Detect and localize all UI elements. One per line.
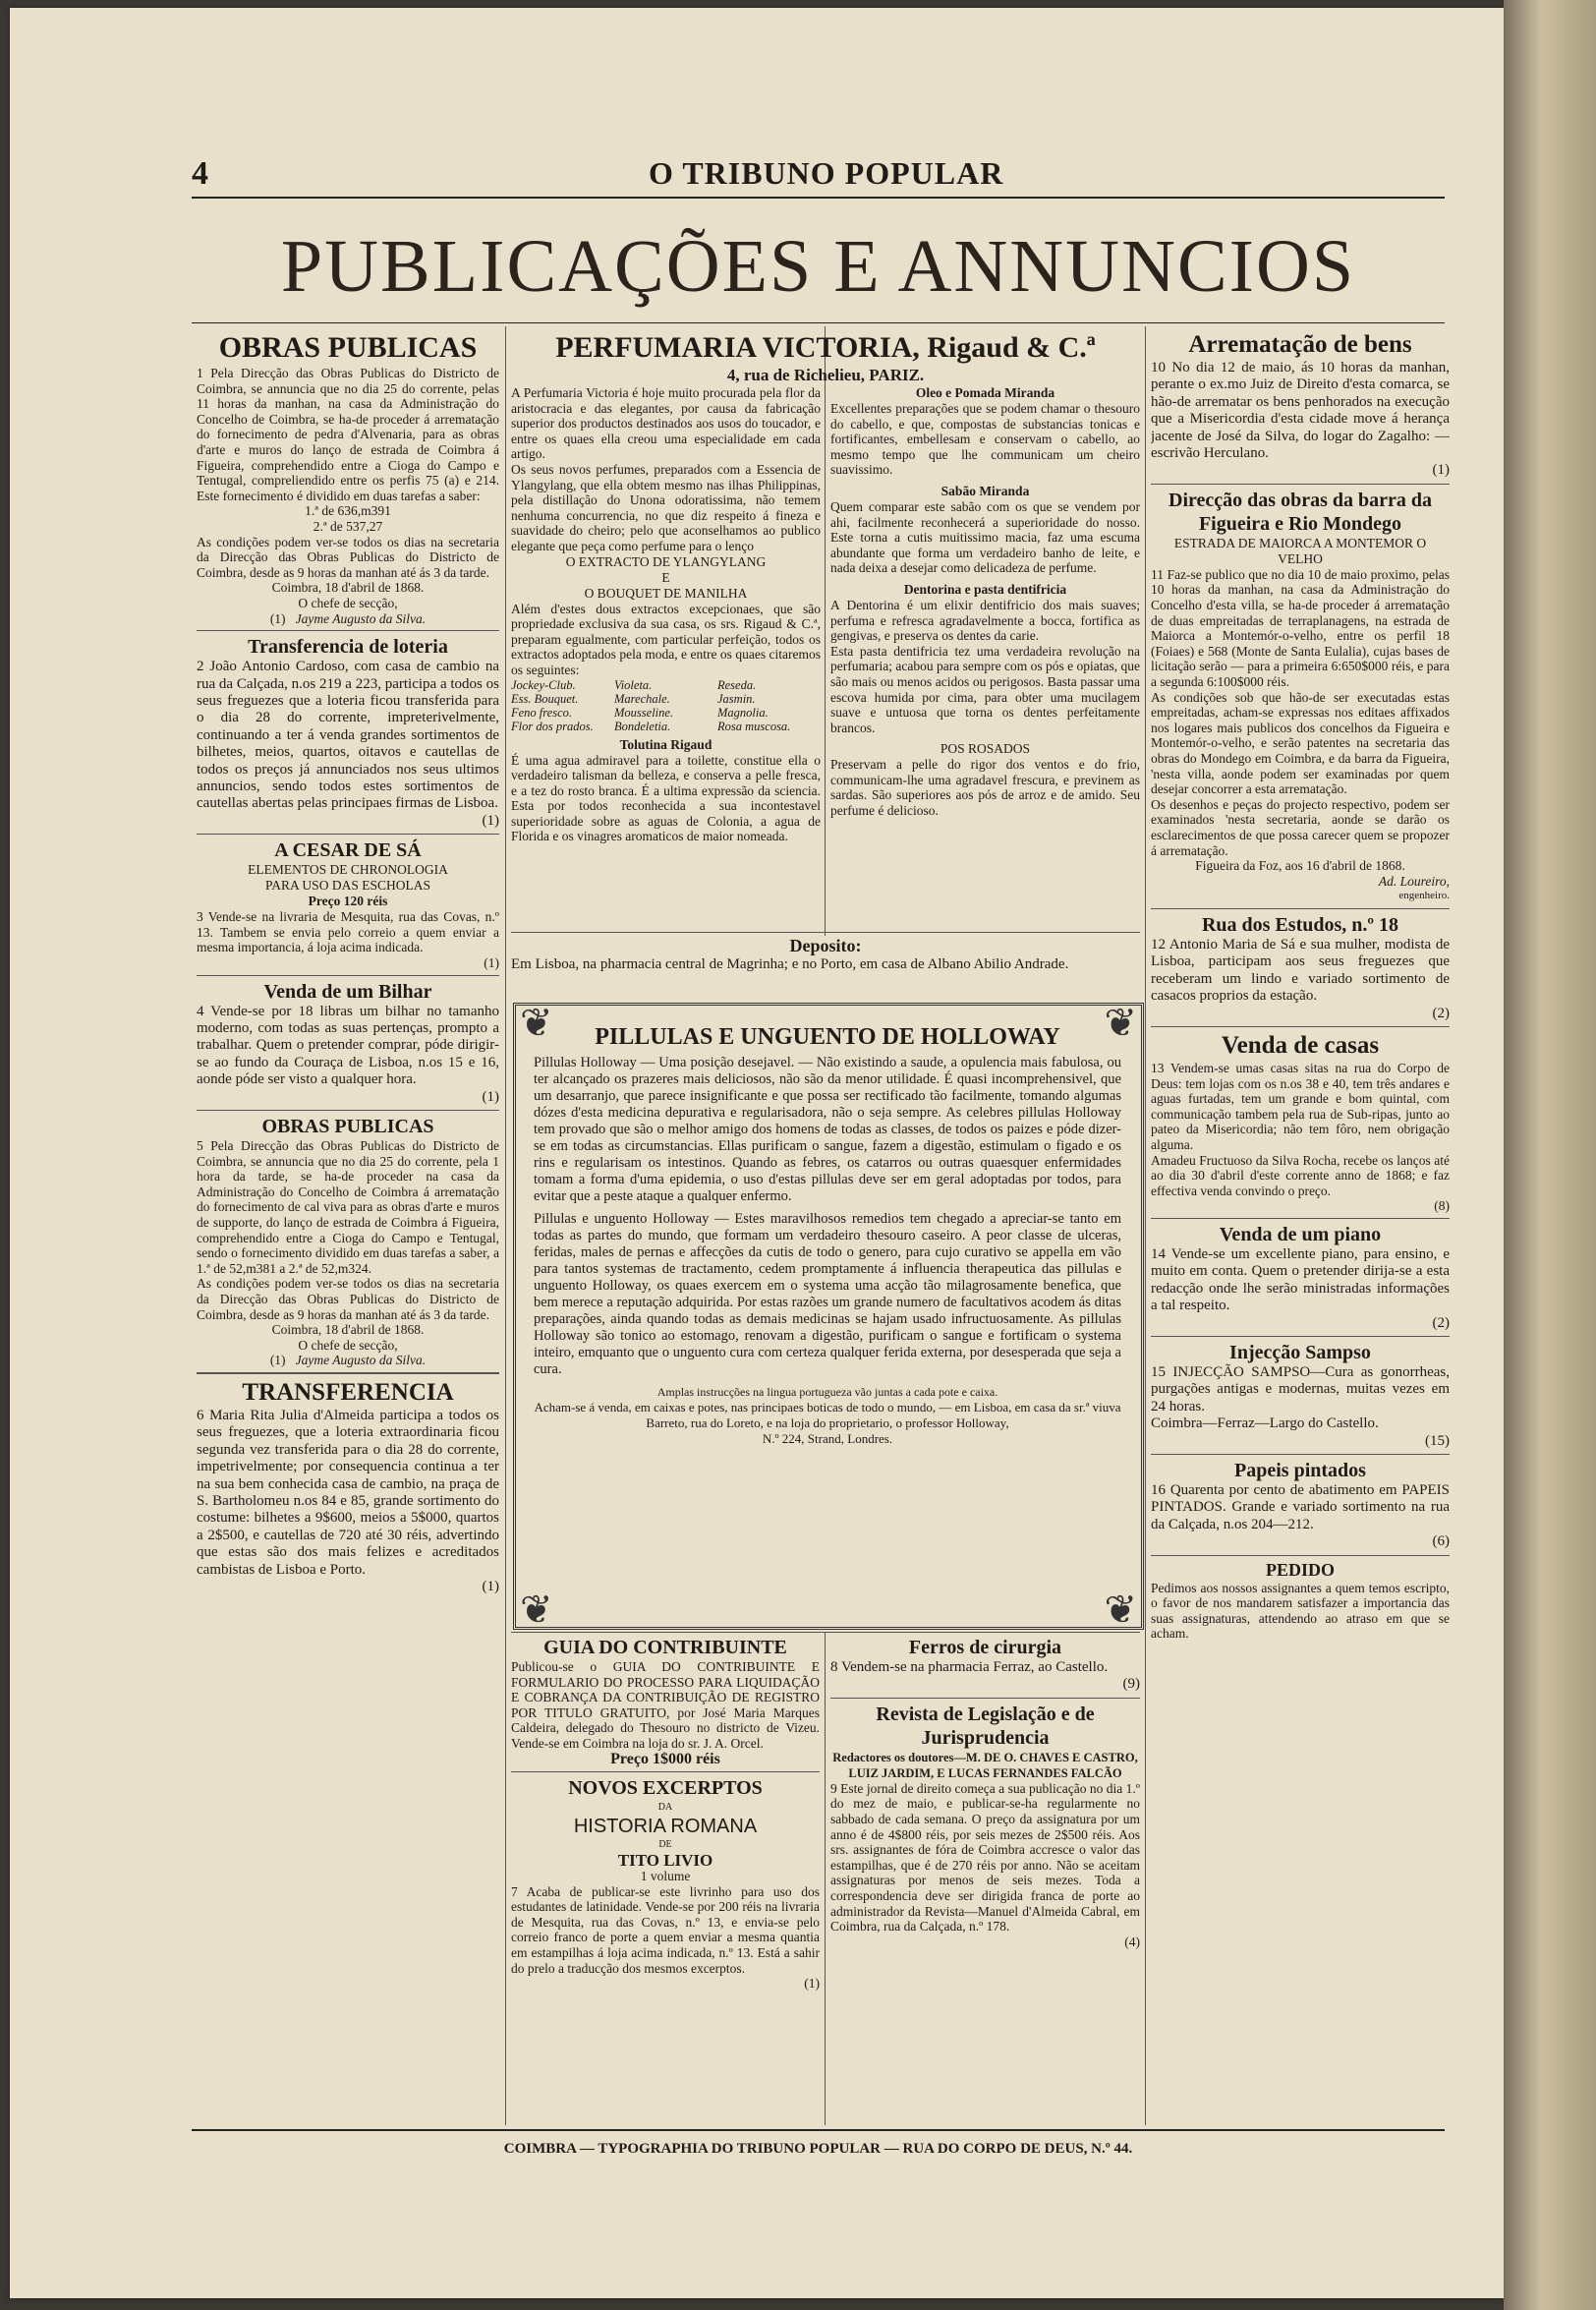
ad-title: Transferencia de loteria [248,636,448,659]
ad-date: Figueira da Foz, aos 16 d'abril de 1868. [1195,858,1405,874]
ad-subtitle: HISTORIA ROMANA [573,1815,758,1837]
column-rule [505,326,506,2125]
divider [197,834,499,835]
ad-text: Os desenhos e peças do projecto respectivo, podem ser examinados 'nesta secretaria, aonde se darão os esclarecimentos de que possa carecer quem se propozer á arrematação. [1151,796,1450,858]
ad-subheading: Sabão Miranda [940,483,1030,498]
ad-text: Além d'estes dous extractos excepcionaes, que são propriedade exclusiva da sua casa, os srs. Rigaud & C.ª, preparam egualmente, com particular perfeição, todos os extractos adoptados pela moda, e entre os quaes citaremos os seguintes: [511,601,821,677]
ad-text: Quem comparar este sabão com os que se vendem por ahi, facilmente reconhecerá a superioridade do nosso. Este torna a cutis muitissimo macia, faz uma escuma abundante que forma um verdadeiro banho de leite, e nada deixa a desejar como delicadeza de perfume. [830,498,1140,576]
holloway-ad-frame [513,1003,1144,1630]
scent-item: Jockey-Club. [511,677,576,692]
ad-subtitle: ESTRADA DE MAIORCA A MONTEMOR O VELHO [1173,535,1427,566]
ad-text: Pillulas e unguento Holloway — Estes maravilhosos remedios tem chegado a apreciar-se tanto em todas as partes do mundo, que formam um verdadeiro thesouro caseiro. A peor classe de ulceras, feridas, males de pernas e affecções da cutis de todo o genero, para cujo curativo se appella em vão para tantos systemas de tractamento, cedem promptamente á influencia therapeutica das pillulas e unguento Holloway, os quaes exercem em o systema uma acção tão milagrosamente benefica, que bem merece a reputação adquirida. Por estas razões um grande numero de facultativos acodem ás ditas preparações, ainda quando todas as demais medicinas se hajam usado infructuosamente. As pillulas Holloway são tonico ao estomago, renovam a digestão, purificam o sangue e fortificam o systema inteiro, emquanto que o unguento cura com certeza qualquer ferida externa, por desesperada que seja a cura. [534,1211,1121,1377]
ad-number: (1) [484,954,499,970]
ad-title: A CESAR DE SÁ [274,839,422,862]
ad-text: 2 João Antonio Cardoso, com casa de cambio na rua da Calçada, n.os 219 a 223, participa a todos os seus freguezes que a loteria ficou transferida para o dia 28 do corrente, impreterivelmente, continuando a ter á venda grandes sortimentos de bilhetes, meios, quartos, oitavos e cautellas de todos os preços já annunciados nos seus ultimos annuncios, sendo todos estes sortimentos de cautellas abertas pelas principaes firmas de Lisboa. [197,659,499,812]
ad-title: TRANSFERENCIA [242,1378,454,1406]
divider [197,1372,499,1374]
ad-title: Arrematação de bens [1188,331,1412,358]
divider [511,932,1140,933]
ad-number: (4) [1124,1934,1140,1949]
ad-text: 15 INJECÇÃO SAMPSO—Cura as gonorrheas, purgações antigas e modernas, muitas vezes em 24 horas. [1151,1363,1450,1415]
ad-text: 7 Acaba de publicar-se este livrinho para uso dos estudantes de latinidade. Vende-se por 200 réis na livraria de Mesquita, rua das Covas, n.º 13, e envia-se pelo correio franco de porte a quem enviar a mesma quantia em estampilhas á loja acima indicada, n.º 13. Está a sahir do prelo a traducção dos mesmos excerptos. [511,1883,820,1976]
ad-role: engenheiro. [1398,890,1450,902]
column-rule [825,1632,826,2125]
column-1 [197,330,499,2129]
ad-title: Papeis pintados [1234,1459,1366,1481]
ad-signature-line [197,611,499,627]
perfumaria-right [830,385,1140,844]
ad-title: Venda de um piano [1219,1223,1382,1245]
ad-number: (2) [1432,1005,1450,1021]
ad-title: PILLULAS E UNGUENTO DE HOLLOWAY [595,1025,1060,1050]
ad-text: As condições podem ver-se todos os dias na secretaria da Direcção das Obras Publicas do Districto de Coimbra, desde as 9 horas da manhan até ás 3 da tarde. [197,1276,499,1322]
divider [511,1771,820,1772]
ad-signature: Jayme Augusto da Silva. [295,1353,427,1368]
ad-title: GUIA DO CONTRIBUINTE [543,1637,787,1658]
ad-caption: E [661,569,670,585]
ornament-icon: ❦ [1104,1001,1137,1045]
footer-rule [192,2129,1445,2131]
scent-item: Feno fresco. [511,705,573,720]
ad-text: 13 Vendem-se umas casas sitas na rua do Corpo de Deus: tem lojas com os n.os 38 e 40, tem três andares e aguas furtadas, tem um grande e bom quintal, com communicação tambem pela rua de Sub-ripas, junto ao pateo da Misericordia; não tem fôro, nem obrigação alguma. [1151,1060,1450,1152]
ad-title: Rua dos Estudos, n.º 18 [1201,913,1398,936]
ad-title: NOVOS EXCERPTOS [568,1776,763,1799]
ad-title: PEDIDO [1265,1559,1335,1580]
scent-item: Ess. Bouquet. [511,691,579,706]
ad-price: Preço 120 réis [308,894,388,909]
ad-number: (1) [482,1578,499,1594]
ad-caption: Acham-se á venda, em caixas e potes, nas principaes boticas de todo o mundo, — em Lisboa, em casa da sr.ª viuva Barreto, rua do Loreto, e na loja do proprietario, o professor Holloway, [534,1400,1121,1430]
ad-title: Venda de um Bilhar [263,980,432,1003]
ad-text: Coimbra—Ferraz—Largo do Castello. [1151,1415,1379,1432]
divider [1151,1218,1450,1219]
divider [1151,1026,1450,1027]
ad-author: TITO LIVIO [617,1850,713,1870]
ad-caption: N.º 224, Strand, Londres. [762,1431,893,1446]
divider [1151,1336,1450,1337]
column-4 [1151,330,1450,2129]
ad-text: 4 Vende-se por 18 libras um bilhar no tamanho moderno, com todas as suas pertenças, prompto a trabalhar. Quem o pretender comprar, póde dirigir-se ao fundo da Couraça de Lisboa, n.os 15 e 16, aonde póde ser visto a qualquer hora. [197,1003,499,1088]
scent-list [511,678,821,733]
ad-text: 10 No dia 12 de maio, ás 10 horas da manhan, perante o ex.mo Juiz de Direito d'esta comarca, se hão-de arrematar os bens penhorados na execução que a Misericordia d'esta cidade move á herança jacente de José da Silva, do logar do Zagalho: — escrivão Herculano. [1151,360,1450,462]
ornament-icon: ❦ [520,1588,553,1632]
ad-text: A Dentorina é um elixir dentifricio dos mais suaves; perfuma e refresca agradavelmente a bocca, fortifica as gengivas, e preserva os dentes da carie. [830,597,1140,644]
scent-item: Magnolia. [717,705,769,720]
ad-caption: DE [658,1838,672,1850]
ad-role: O chefe de secção, [298,595,398,610]
scent-item: Mousseline. [614,705,674,720]
divider [197,630,499,631]
divider [830,1698,1140,1699]
ad-text: Amadeu Fructuoso da Silva Rocha, recebe os lanços até ao dia 30 d'abril d'este corrente anno de 1868; e faz effectiva venda convindo o preço. [1151,1152,1450,1198]
ad-subheading: Tolutina Rigaud [619,736,712,752]
ad-number: (2) [1432,1314,1450,1331]
ad-text: 2.ª de 537,27 [313,518,383,534]
ad-signature-line [197,1353,499,1368]
ad-subtitle: Redactores os doutores—M. DE O. CHAVES E CASTRO, LUIZ JARDIM, E LUCAS FERNANDES FALCÃO [832,1750,1138,1780]
ad-subheading: Oleo e Pomada Miranda [915,385,1055,400]
divider [511,1632,1140,1633]
ad-text: As condições podem ver-se todos os dias na secretaria da Direcção das Obras Publicas do Districto de Coimbra, desde as 9 horas da manhan até ás 3 da tarde. [197,534,499,580]
ad-number: (1) [1432,462,1450,479]
ad-title: Direcção das obras da barra da Figueira e Rio Mondego [1168,489,1432,535]
ad-text: 16 Quarenta por cento de abatimento em PAPEIS PINTADOS. Grande e variado sortimento na rua da Calçada, n.os 204—212. [1151,1481,1450,1532]
scent-item: Flor dos prados. [511,719,594,733]
masthead: O TRIBUNO POPULAR [649,155,1004,191]
ad-text: A Perfumaria Victoria é hoje muito procurada pela flor da aristocracia e das elegantes, por causa da fabricação superior dos productos destinados aos usos do toucador, e entre os quaes ella creou uma especialidade em cada artigo. [511,385,821,462]
column-3-lower [830,1636,1140,2137]
page-number: 4 [192,155,208,192]
title-rule [192,322,1445,323]
ad-text: 5 Pela Direcção das Obras Publicas do Districto de Coimbra, se annuncia que no dia 25 do corrente, pela 1 hora da tarde, se ha-de proceder na casa da Administração do Concelho de Coimbra á arrematação do fornecimento de cal viva para as obras d'arte e muros de supporte, do lanço de estrada de Coimbra á Figueira, comprehendido entre a Cioga do Campo e Tentugal, sendo o fornecimento dividido em duas tarefas a saber, a 1.ª de 52,m381 a 2.ª de 52,m324. [197,1137,499,1276]
ad-number: (9) [1122,1676,1140,1693]
divider [1151,484,1450,485]
ad-caption: O BOUQUET DE MANILHA [584,585,748,601]
ad-text: 1.ª de 636,m391 [305,503,391,519]
ad-text: 8 Vendem-se na pharmacia Ferraz, ao Castello. [830,1659,1109,1675]
section-title: PUBLICAÇÕES E ANNUNCIOS [280,225,1356,308]
ad-role: O chefe de secção, [298,1337,398,1353]
ad-subheading: Deposito: [789,936,862,955]
ad-text: 6 Maria Rita Julia d'Almeida participa a todos os seus freguezes, que a loteria extraordinaria ficou segunda vez transferida para o dia 28 do corrente, impetrivelmente; por consequencia continua a ter na sua bem conhecida casa de cambio, na praça de S. Bartholomeu n.os 84 e 85, grande sortimento do costume: bilhetes a 9$600, meios a 5$000, quartos a 2$500, e cautellas de 720 até 30 réis, advertindo que estas são dos mais felizes e acreditados cambistas de Lisboa e Porto. [197,1407,499,1578]
ad-subheading: Dentorina e pasta dentifricia [903,581,1067,597]
ad-caption: Amplas instrucções na lingua portugueza vão juntas a cada pote e caixa. [656,1385,998,1399]
ad-date: Coimbra, 18 d'abril de 1868. [271,580,425,596]
scent-item: Violeta. [614,677,653,692]
ad-signature: Ad. Loureiro, [1378,873,1450,889]
divider [197,1110,499,1111]
ad-price: Preço 1$000 réis [610,1750,720,1767]
column-rule [1145,326,1146,2125]
ad-text: 12 Antonio Maria de Sá e sua mulher, modista de Lisboa, participam aos seus freguezes que receberam um lindo e variado sortimento de casacos proprios da estação. [1151,936,1450,1005]
ad-signature: Jayme Augusto da Silva. [295,610,427,626]
perfumaria-ad [511,330,1140,932]
ad-text: 11 Faz-se publico que no dia 10 de maio proximo, pelas 10 horas da manhan, na casa da Administração do Concelho d'esta villa, se ha-de proceder á arrematação de duas empreitadas de terraplanagens, na estrada de Maiorca a Montemór-o-velho, entre os perfil 18 (Foiaes) e 568 (Monte de Santa Eulalia), cujas bases de licitação serão — para a primeira 6:650$000 réis, e para a segunda 6:100$000 réis. [1151,566,1450,689]
scent-item: Bondeletia. [614,719,671,733]
ad-subtitle: PARA USO DAS ESCHOLAS [265,878,430,894]
ad-text: Esta pasta dentifricia tez uma verdadeira revolução na perfumaria; acabou para sempre com os pós e opiatas, que são mais ou menos acidos ou perigosos. Basta passar uma escova humida por cima, para obter uma mucilagem suave e untuosa que torna os dentes perfeitamente brancos. [830,643,1140,735]
ad-number: (1) [804,1976,820,1992]
page-spine [1504,0,1596,2310]
ad-subtitle: ELEMENTOS DE CHRONOLOGIA [248,862,448,878]
ad-text: É uma agua admiravel para a toilette, constitue ella o verdadeiro talisman da belleza, e conserva a pelle fresca, e a tez do rosto branca. É a ultima expressão da sciencia. Esta por todos reconhecida a sua incontestavel superioridade sobre as aguas de Colonia, a agua de Florida e os vinagres aromaticos de maior nomeada. [511,752,821,844]
ad-number: (8) [1434,1198,1450,1214]
ad-text: Pedimos aos nossos assignantes a quem temos escripto, o favor de nos mandarem satisfazer a importancia das suas assignaturas, attendendo ao atraso em que se acham. [1151,1580,1450,1642]
ad-text: Publicou-se o GUIA DO CONTRIBUINTE E FORMULARIO DO PROCESSO PARA LIQUIDAÇÃO E COBRANÇA DA CONTRIBUIÇÃO DE REGISTRO POR TITULO GRATUITO, por José Maria Marques Caldeira, delegado do Thesouro no districto de Vizeu. Vende-se em Coimbra na loja do sr. J. A. Orcel. [511,1659,820,1751]
ad-number: (1) [269,1353,286,1368]
perfumaria-columns [511,385,1140,844]
column-2-lower [511,1636,820,2137]
ad-text: 9 Este jornal de direito começa a sua publicação no dia 1.º do mez de maio, e publicar-se-ha regularmente no sabbado de cada semana. O preço da assignatura por um anno é de 4$800 réis, por seis mezes de 2$500 réis. Aos srs. assignantes de fóra de Coimbra accresce o valor das estampilhas, que é de 270 réis por anno. Não se aceitam assignaturas por menos de seis mezes. Toda a correspondencia deve ser dirigida franca de porte ao administrador da Revista—Manuel d'Almeida Cabral, em Coimbra, rua da Calçada, n.º 178. [830,1780,1140,1935]
holloway-content [534,1025,1121,1613]
scent-item: Reseda. [717,677,757,692]
perfumaria-left [511,385,821,844]
ad-title: Ferros de cirurgia [908,1637,1062,1658]
ad-title: Venda de casas [1221,1031,1380,1059]
divider [197,975,499,976]
ad-text: Excellentes preparações que se podem chamar o thesouro do cabello, e que, compostas de substancias tonicas e fortificantes, embellesam e conservam o cabello, ao mesmo tempo que lhe communicam um cheiro suavissimo. [830,401,1140,478]
ad-caption: 1 volume [640,1868,691,1883]
scent-item: Rosa muscosa. [717,719,791,733]
ad-number: (1) [269,610,286,626]
ad-date: Coimbra, 18 d'abril de 1868. [271,1322,425,1338]
ad-number: (6) [1432,1533,1450,1550]
ad-title: OBRAS PUBLICAS [261,1115,434,1137]
divider [1151,1555,1450,1556]
header-rule [192,197,1445,199]
ad-caption: DA [657,1801,673,1813]
ad-text: 3 Vende-se na livraria de Mesquita, rua das Covas, n.º 13. Tambem se envia pelo correio a quem enviar a mesma importancia, á loja acima indicada. [197,909,499,955]
ad-text: Em Lisboa, na pharmacia central de Magrinha; e no Porto, em casa de Albano Abilio Andrade. [511,956,1069,972]
footer-imprint: COIMBRA — TYPOGRAPHIA DO TRIBUNO POPULAR — RUA DO CORPO DE DEUS, N.º 44. [503,2141,1133,2157]
scent-item: Jasmin. [717,691,756,706]
ad-title: OBRAS PUBLICAS [218,331,478,364]
ad-subheading: POS ROSADOS [940,741,1031,757]
ad-text: Preservam a pelle do rigor dos ventos e do frio, communicam-lhe uma agradavel frescura, e previnem as sardas. São superiores aos pós de arroz e de amido. Seu perfume é delicioso. [830,757,1140,819]
ornament-icon: ❦ [1104,1588,1137,1632]
ad-number: (1) [482,1088,499,1105]
ad-text: 14 Vende-se um excellente piano, para ensino, e muito em conta. Quem o pretender dirija-se a esta redacção onde lhe serão ministradas informações a tal respeito. [1151,1245,1450,1314]
ad-title: Injecção Sampso [1229,1341,1371,1363]
ad-title: Revista de Legislação e de Jurisprudencia [876,1703,1095,1749]
divider [1151,1454,1450,1455]
ad-number: (15) [1425,1432,1450,1449]
ad-number: (1) [482,812,499,829]
ad-text: 1 Pela Direcção das Obras Publicas do Districto de Coimbra, se annuncia que no dia 25 do corrente, pelas 11 horas da manhan, na casa da Administração do Concelho de Coimbra, se ha-de proceder á arrematação do fornecimento de pedra d'Alvenaria, para as obras d'arte e muros do lanço de estrada de Coimbra á Figueira, comprehendido entre a Cioga do Campo e Tentugal, compreliendido entre os perfis 75 (a) e 214. Este fornecimento é dividido em duas tarefas a saber: [197,366,499,503]
ad-address: 4, rua de Richelieu, PARIZ. [726,366,925,384]
ad-title: PERFUMARIA VICTORIA, Rigaud & C.ª [555,331,1096,364]
ornament-icon: ❦ [520,1001,553,1045]
divider [1151,908,1450,909]
deposito-block [511,936,1140,997]
scent-item: Marechale. [614,691,670,706]
ad-text: As condições sob que hão-de ser executadas estas empreitadas, acham-se expressas nos editaes affixados nos logares mais publicos dos concelhos da Figueira e Montemór-o-velho, e serão patentes na secretaria das obras do Mondego em Coimbra, e da barra da Figueira, 'nesta villa, aonde podem ser examinadas por quem desejar concorrer a esta arrematação. [1151,689,1450,797]
ad-text: Pillulas Holloway — Uma posição desejavel. — Não existindo a saude, a opulencia mais fabulosa, ou ter alcançado os prazeres mais deliciosos, não são da menor utilidade. É quasi incomprehensivel, que um desarranjo, que parece insignificante e que possa ser rectificado tão facilmente, tomando algumas dózes d'esta medicina depurativa e regularisadora, não o seja sempre. As celebres pillulas Holloway tem provado que são o melhor amigo dos homens de todas as classes, de todos os paizes e póde dizer-se em todas as circumstancias. Ellas purificam o sangue, fazem a digestão, estimulam o figado e os rins e regularisam os intestinos. Quando as febres, os catarros ou outras quaesquer enfermidades tomam a forma d'uma epidemia, o uso d'estas pillulas deve ser em geral adoptadas por todos, para evitar que a peste ataque a qualquer enfermo. [534,1055,1121,1204]
ad-caption: O EXTRACTO DE YLANGYLANG [565,553,767,569]
ad-text: Os seus novos perfumes, preparados com a Essencia de Ylangylang, que ella obtem mesmo nas ilhas Philippinas, pela distillação do Unona odoratissima, não temem nenhuma concurrencia, no que diz respeito á fineza e suavidade do cheiro; pelo que aconselhamos ao publico elegante que peça como perfume para o lenço [511,461,821,553]
